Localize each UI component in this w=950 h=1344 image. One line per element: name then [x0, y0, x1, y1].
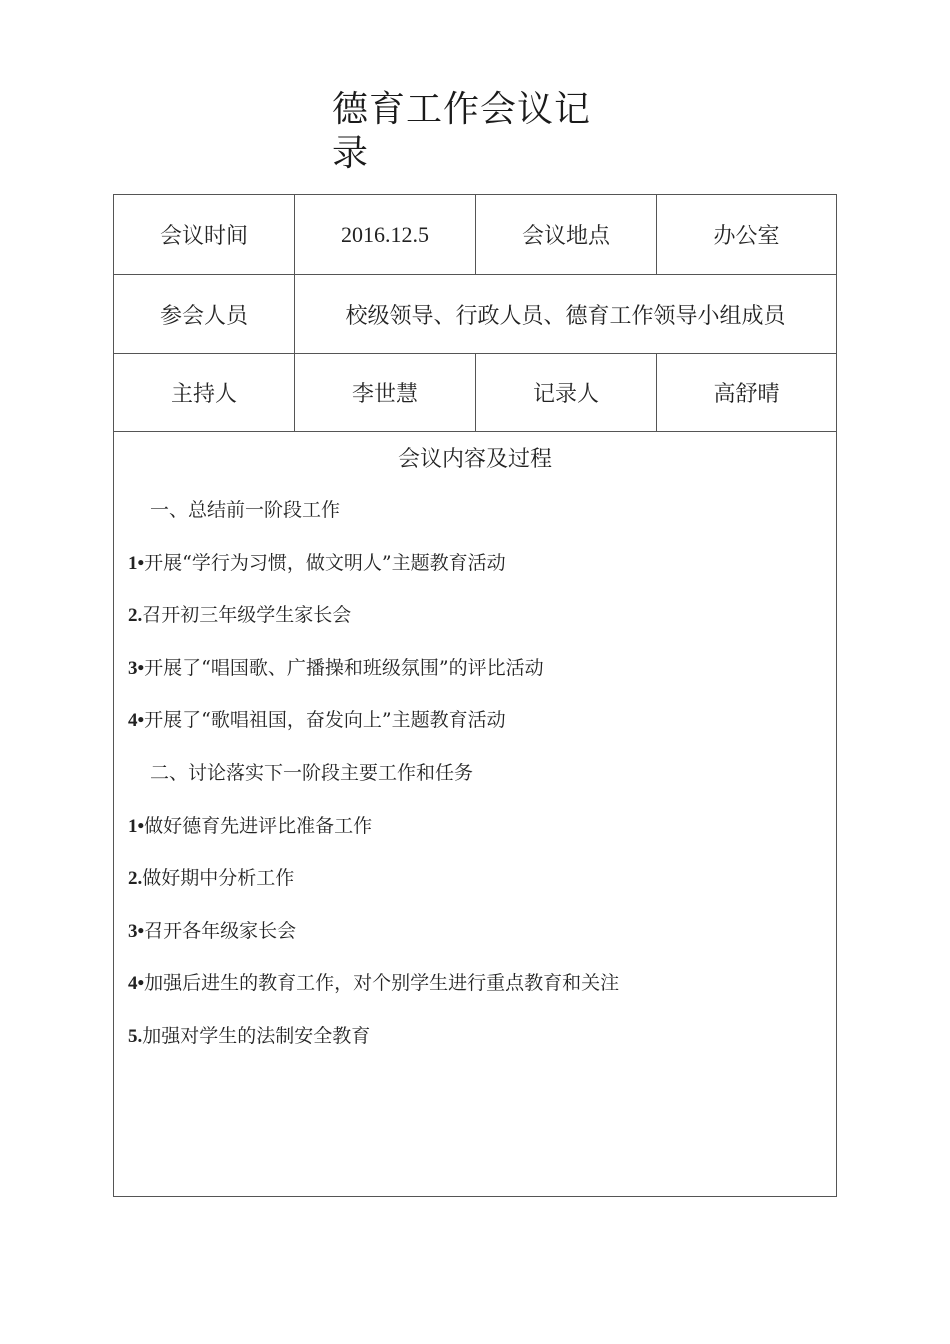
list-item — [128, 548, 506, 575]
item-text: 开展了“唱国歌、广播操和班级氛围”的评比活动 — [144, 657, 544, 679]
section-heading-2: 二、讨论落实下一阶段主要工作和任务 — [150, 762, 474, 784]
recorder-label: 记录人 — [476, 354, 657, 431]
list-item — [128, 1021, 370, 1048]
recorder-value: 高舒晴 — [713, 382, 780, 407]
host-label: 主持人 — [114, 354, 295, 431]
list-item — [128, 653, 544, 680]
place-value: 办公室 — [713, 224, 780, 249]
place-label: 会议地点 — [476, 195, 657, 274]
item-text: 加强对学生的法制安全教育 — [142, 1025, 371, 1047]
item-text: 做好德育先进评比准备工作 — [144, 815, 373, 837]
item-number: 5. — [128, 1026, 143, 1047]
list-item — [128, 863, 294, 890]
list-item — [128, 916, 296, 943]
item-number: 4• — [128, 973, 145, 994]
item-text: 开展“学行为习惯，做文明人”主题教育活动 — [144, 552, 506, 574]
item-number: 2. — [128, 605, 143, 626]
time-value: 2016.12.5 — [295, 195, 476, 274]
item-number: 2. — [128, 868, 143, 889]
item-text: 加强后进生的教育工作，对个别学生进行重点教育和关注 — [144, 972, 620, 994]
attendees-value: 校级领导、行政人员、德育工作领导小组成员 — [345, 303, 786, 329]
list-item — [128, 705, 506, 732]
content-heading: 会议内容及过程 — [397, 447, 552, 472]
item-text: 开展了“歌唱祖国，奋发向上”主题教育活动 — [144, 709, 506, 731]
title-line-1: 德育工作会议记 — [332, 89, 592, 130]
item-number: 4• — [128, 710, 145, 731]
item-number: 3• — [128, 658, 145, 679]
list-item — [128, 600, 351, 627]
title-line-2: 录 — [332, 133, 370, 174]
section-heading-1: 一、总结前一阶段工作 — [150, 499, 341, 521]
item-number: 1• — [128, 553, 145, 574]
table-row-host-recorder — [114, 354, 836, 432]
attendees-label: 参会人员 — [114, 275, 295, 353]
item-number: 3• — [128, 921, 145, 942]
item-text: 召开初三年级学生家长会 — [142, 604, 352, 626]
list-item — [128, 811, 372, 838]
host-value: 李世慧 — [295, 354, 476, 431]
meeting-record-table — [113, 194, 837, 1197]
item-text: 召开各年级家长会 — [144, 920, 297, 942]
item-text: 做好期中分析工作 — [142, 867, 295, 889]
table-row-time-place — [114, 195, 836, 275]
table-row-attendees — [114, 275, 836, 354]
item-number: 1• — [128, 816, 145, 837]
document-title — [332, 88, 602, 176]
time-label: 会议时间 — [114, 195, 295, 274]
list-item — [128, 968, 619, 995]
